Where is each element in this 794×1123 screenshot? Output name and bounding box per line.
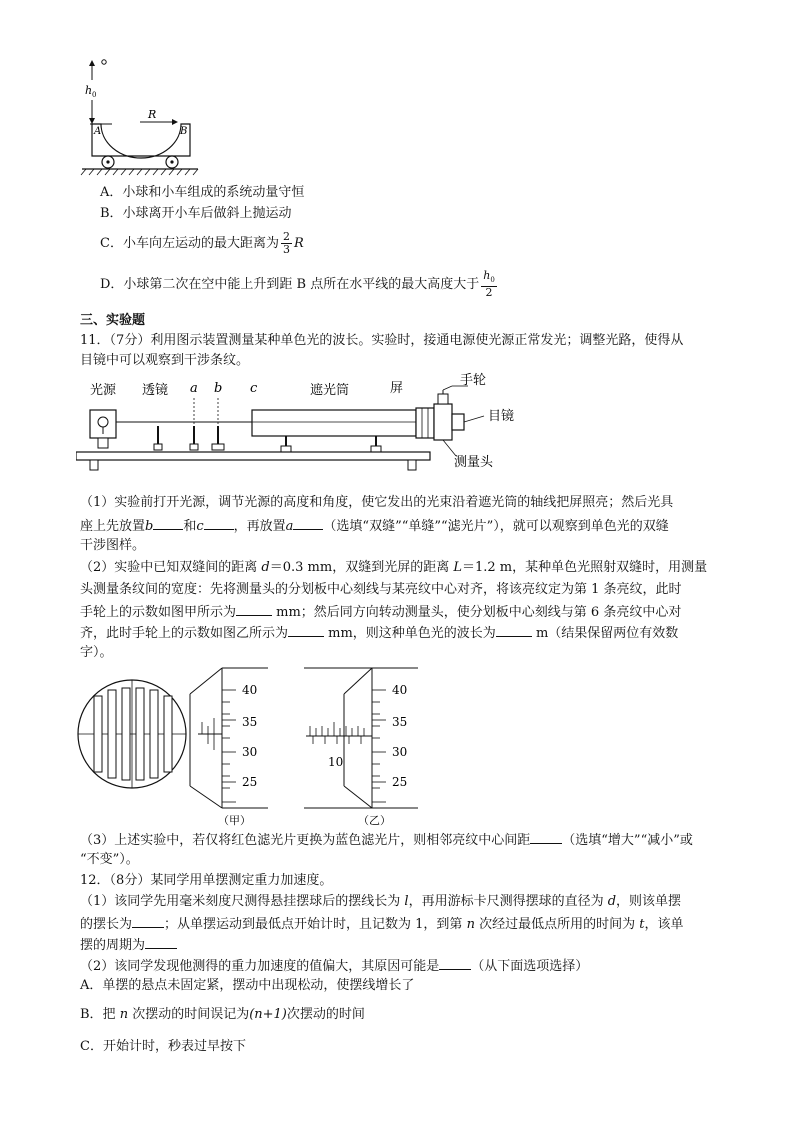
q12-p1-line1: （1）该同学先用毫米刻度尺测得悬挂摆球后的摆线长为 l，再用游标卡尺测得摆球的直径为 d，则该单摆 <box>80 894 682 909</box>
blank-reason[interactable] <box>439 957 471 970</box>
svg-text:25: 25 <box>242 775 258 789</box>
caption-jia: （甲） <box>218 814 251 827</box>
q11-p2-line1: （2）实验中已知双缝间的距离 d＝0.3 mm，双缝到光屏的距离 L＝1.2 m，某种单色光照射双缝时，用测量 <box>80 560 708 575</box>
micrometer-yi <box>304 668 418 827</box>
label-b: b <box>214 381 223 396</box>
fringe-view-circle <box>78 680 186 788</box>
label-tube: 遮光筒 <box>310 383 350 398</box>
blank-reading-yi[interactable] <box>288 624 324 637</box>
option-c-text: C．小车向左运动的最大距离为 <box>100 236 279 251</box>
option-c <box>100 231 304 257</box>
label-lens: 透镜 <box>142 383 169 398</box>
blank-reading-jia[interactable] <box>236 603 272 616</box>
option-d-fraction: $\frac{h_0}{2}$ <box>483 269 495 300</box>
blank-b[interactable] <box>153 517 183 530</box>
q12-p1-line3: 摆的周期为 <box>80 936 177 954</box>
option-c-var: R <box>293 236 304 251</box>
option-c-fraction: $\frac{2}{3}$ <box>282 230 290 256</box>
label-light-source: 光源 <box>90 383 117 398</box>
q11-p3-line1: （3）上述实验中，若仅将红色滤光片更换为蓝色滤光片，则相邻亮纹中心间距 （选填“增大”“减小”或 <box>80 833 693 848</box>
label-c: c <box>250 381 258 396</box>
label-eyepiece: 目镜 <box>488 409 515 424</box>
ball-cart-figure <box>78 52 208 182</box>
svg-text:30: 30 <box>392 745 408 759</box>
q12-p1-line2: 的摆长为 ；从单摆运动到最低点开始计时，且记数为 1，到第 n 次经过最低点所用的时间为 t，该单 <box>80 917 684 932</box>
label-screen: 屏 <box>390 381 404 396</box>
blank-period[interactable] <box>145 936 177 949</box>
label-measure-head: 测量头 <box>454 455 494 470</box>
q12-p2: （2）该同学发现他测得的重力加速度的值偏大，其原因可能是 （从下面选项选择） <box>80 959 589 974</box>
blank-wavelength[interactable] <box>496 624 532 637</box>
blank-a[interactable] <box>293 517 323 530</box>
option-d <box>100 270 499 299</box>
blank-c[interactable] <box>204 517 234 530</box>
q12-option-b: B．把 n 次摆动的时间误记为(n+1)次摆动的时间 <box>80 1007 365 1022</box>
q12-option-a: A．单摆的悬点未固定紧，摆动中出现松动，使摆线增长了 <box>80 978 415 993</box>
label-handwheel: 手轮 <box>460 373 487 388</box>
q11-p2-line2: 头测量条纹间的宽度：先将测量头的分划板中心刻线与某亮纹中心对齐，将该亮纹定为第 1 条亮纹，此时 <box>80 582 682 597</box>
q11-intro-line2: 目镜中可以观察到干涉条纹。 <box>80 353 250 368</box>
q11-p3-line2: “不变”）。 <box>80 852 139 867</box>
label-a: a <box>190 381 198 396</box>
svg-text:25: 25 <box>392 775 408 789</box>
fig1-label-R: R <box>148 108 157 121</box>
caption-yi: （乙） <box>358 814 391 827</box>
svg-text:30: 30 <box>242 745 258 759</box>
q11-p1-line1: （1）实验前打开光源，调节光源的高度和角度，使它发出的光束沿着遮光筒的轴线把屏照亮；然后光具 <box>80 495 674 510</box>
q11-p2-line4: 齐，此时手轮上的示数如图乙所示为 mm，则这种单色光的波长为 m（结果保留两位有效数 <box>80 626 679 641</box>
svg-text:40: 40 <box>392 683 408 697</box>
fig1-label-B: B <box>180 126 188 137</box>
svg-text:35: 35 <box>392 715 408 729</box>
micrometer-readings-figure <box>74 660 434 830</box>
q11-p1-line2: 座上先放置b 和c ，再放置a （选填“双缝”“单缝”“滤光片”），就可以观察到单色光的双缝 <box>80 519 669 534</box>
main-scale-10: 10 <box>328 755 344 769</box>
option-a: A．小球和小车组成的系统动量守恒 <box>100 185 305 200</box>
q11-p2-line3: 手轮上的示数如图甲所示为 mm；然后同方向转动测量头，使分划板中心刻线与第 6 条亮纹中心对 <box>80 605 682 620</box>
q11-p2-line5: 字）。 <box>80 645 113 660</box>
section-title: 三、实验题 <box>80 313 146 328</box>
q12-option-c: C．开始计时，秒表过早按下 <box>80 1039 246 1054</box>
fig1-h0-sub: 0 <box>92 91 97 99</box>
svg-text:40: 40 <box>242 683 258 697</box>
option-b: B．小球离开小车后做斜上抛运动 <box>100 206 292 221</box>
q11-intro-line1: 11．（7分）利用图示装置测量某种单色光的波长。实验时，接通电源使光源正常发光；调整光路，使得从 <box>80 333 684 348</box>
micrometer-jia <box>190 668 268 827</box>
double-slit-apparatus-figure <box>76 368 536 480</box>
fig1-h0-label: h <box>85 84 93 97</box>
blank-spacing-change[interactable] <box>530 831 562 844</box>
blank-pendulum-length[interactable] <box>132 915 164 928</box>
svg-text:35: 35 <box>242 715 258 729</box>
q12-title: 12．（8分）某同学用单摆测定重力加速度。 <box>80 873 333 888</box>
fig1-label-A: A <box>94 126 102 137</box>
q11-p1-line3: 干涉图样。 <box>80 538 146 553</box>
option-d-text: D．小球第二次在空中能上升到距 B 点所在水平线的最大高度大于 <box>100 277 480 293</box>
